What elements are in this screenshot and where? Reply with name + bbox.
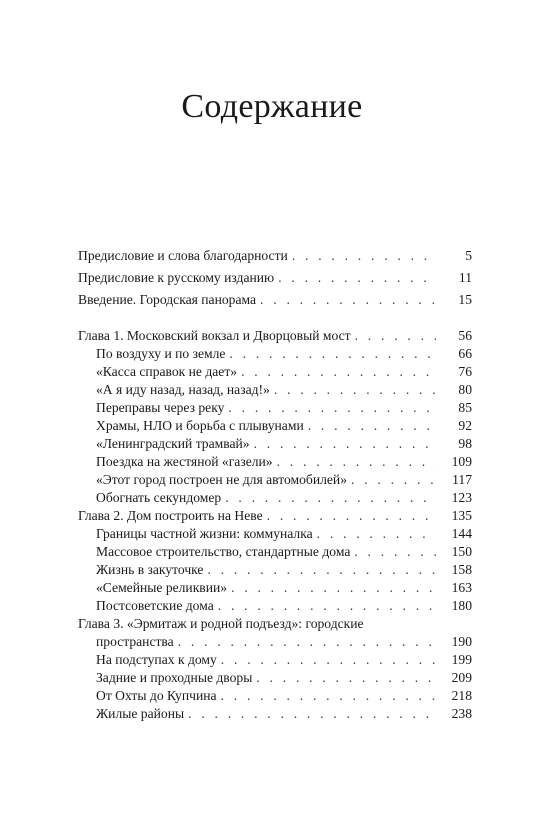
dot-leader — [254, 435, 436, 453]
toc-entry-title: Переправы через реку — [96, 400, 225, 415]
table-of-contents — [78, 247, 472, 723]
dot-leader — [207, 561, 436, 579]
dot-leader — [221, 687, 436, 705]
toc-subentry — [78, 417, 472, 435]
dot-leader — [355, 327, 436, 345]
toc-subentry — [78, 669, 472, 687]
toc-entry-title: Массовое строительство, стандартные дома — [96, 544, 351, 559]
toc-subentry — [78, 579, 472, 597]
dot-leader — [292, 247, 436, 265]
toc-entry-title: Предисловие к русскому изданию — [78, 270, 275, 285]
toc-entry-page: 135 — [451, 508, 472, 523]
toc-entry-title: пространства — [96, 634, 174, 649]
dot-leader — [274, 381, 436, 399]
toc-subentry — [78, 453, 472, 471]
toc-entry-page: 180 — [451, 598, 472, 613]
toc-subentry — [78, 435, 472, 453]
toc-entry-title: Постсоветские дома — [96, 598, 214, 613]
dot-leader — [178, 633, 436, 651]
toc-entry-title: На подступах к дому — [96, 652, 217, 667]
toc-subentry — [78, 525, 472, 543]
dot-leader — [317, 525, 436, 543]
toc-subentry — [78, 687, 472, 705]
dot-leader — [267, 507, 436, 525]
toc-subentry — [78, 471, 472, 489]
toc-entry-title: По воздуху и по земле — [96, 346, 226, 361]
toc-chapter-entry-line — [78, 615, 472, 633]
toc-entry-title: Предисловие и слова благодарности — [78, 248, 288, 263]
toc-entry-title: От Охты до Купчина — [96, 688, 217, 703]
toc-entry — [78, 247, 472, 265]
dot-leader — [308, 417, 436, 435]
toc-entry-page: 150 — [451, 544, 472, 559]
toc-entry-title: «Ленинградский трамвай» — [96, 436, 250, 451]
toc-entry-page: 85 — [458, 400, 472, 415]
toc-entry-page: 163 — [451, 580, 472, 595]
toc-entry-page: 209 — [451, 670, 472, 685]
dot-leader — [260, 291, 436, 309]
toc-entry-page: 56 — [458, 328, 472, 343]
toc-subentry — [78, 705, 472, 723]
toc-entry-page: 158 — [451, 562, 472, 577]
toc-entry-title: «А я иду назад, назад, назад!» — [96, 382, 270, 397]
toc-entry-title: Глава 3. «Эрмитаж и родной подъезд»: городские — [78, 616, 364, 631]
dot-leader — [278, 269, 436, 287]
toc-subentry — [78, 489, 472, 507]
dot-leader — [277, 453, 436, 471]
dot-leader — [256, 669, 436, 687]
toc-entry-title: Жизнь в закуточке — [96, 562, 204, 577]
toc-chapter-entry — [78, 507, 472, 525]
toc-entry-page: 80 — [458, 382, 472, 397]
toc-entry-title: «Касса справок не дает» — [96, 364, 238, 379]
toc-entry-title: Глава 2. Дом построить на Неве — [78, 508, 263, 523]
toc-subentry — [78, 399, 472, 417]
toc-entry-page: 98 — [458, 436, 472, 451]
toc-entry-page: 199 — [451, 652, 472, 667]
dot-leader — [229, 345, 436, 363]
toc-entry-title: Задние и проходные дворы — [96, 670, 253, 685]
dot-leader — [218, 597, 436, 615]
toc-entry-title: Глава 1. Московский вокзал и Дворцовый мост — [78, 328, 351, 343]
toc-entry-page: 117 — [452, 472, 472, 487]
toc-entry — [78, 291, 472, 309]
dot-leader — [241, 363, 436, 381]
dot-leader — [351, 471, 436, 489]
toc-entry-page: 144 — [451, 526, 472, 541]
toc-subentry — [78, 561, 472, 579]
dot-leader — [228, 399, 436, 417]
toc-entry-title: Введение. Городская панорама — [78, 292, 257, 307]
toc-entry-page: 218 — [451, 688, 472, 703]
toc-entry-page: 190 — [451, 634, 472, 649]
toc-entry-page: 92 — [458, 418, 472, 433]
toc-entry-title: Поездка на жестяной «газели» — [96, 454, 273, 469]
toc-entry-title: Границы частной жизни: коммуналка — [96, 526, 313, 541]
toc-entry-page: 238 — [451, 706, 472, 721]
toc-entry-title: Жилые районы — [96, 706, 185, 721]
toc-entry-page: 109 — [451, 454, 472, 469]
toc-subentry — [78, 543, 472, 561]
toc-entry-title: Обогнать секундомер — [96, 490, 222, 505]
dot-leader — [225, 489, 436, 507]
toc-entry-page: 123 — [451, 490, 472, 505]
toc-entry-page: 5 — [465, 248, 472, 263]
toc-entry-title: «Семейные реликвии» — [96, 580, 228, 595]
dot-leader — [354, 543, 436, 561]
toc-entry-title: Храмы, НЛО и борьба с плывунами — [96, 418, 304, 433]
dot-leader — [188, 705, 436, 723]
toc-entry-page: 11 — [458, 270, 472, 285]
page-title: Содержание — [181, 88, 363, 125]
toc-entry-title: «Этот город построен не для автомобилей» — [96, 472, 348, 487]
dot-leader — [231, 579, 436, 597]
toc-subentry — [78, 381, 472, 399]
toc-entry-page: 15 — [458, 292, 472, 307]
toc-entry-page: 66 — [458, 346, 472, 361]
toc-subentry — [78, 597, 472, 615]
toc-subentry — [78, 651, 472, 669]
toc-chapter-entry — [78, 327, 472, 345]
toc-chapter-entry-continuation — [78, 633, 472, 651]
dot-leader — [221, 651, 436, 669]
toc-entry — [78, 269, 472, 287]
toc-subentry — [78, 363, 472, 381]
toc-subentry — [78, 345, 472, 363]
toc-entry-page: 76 — [458, 364, 472, 379]
